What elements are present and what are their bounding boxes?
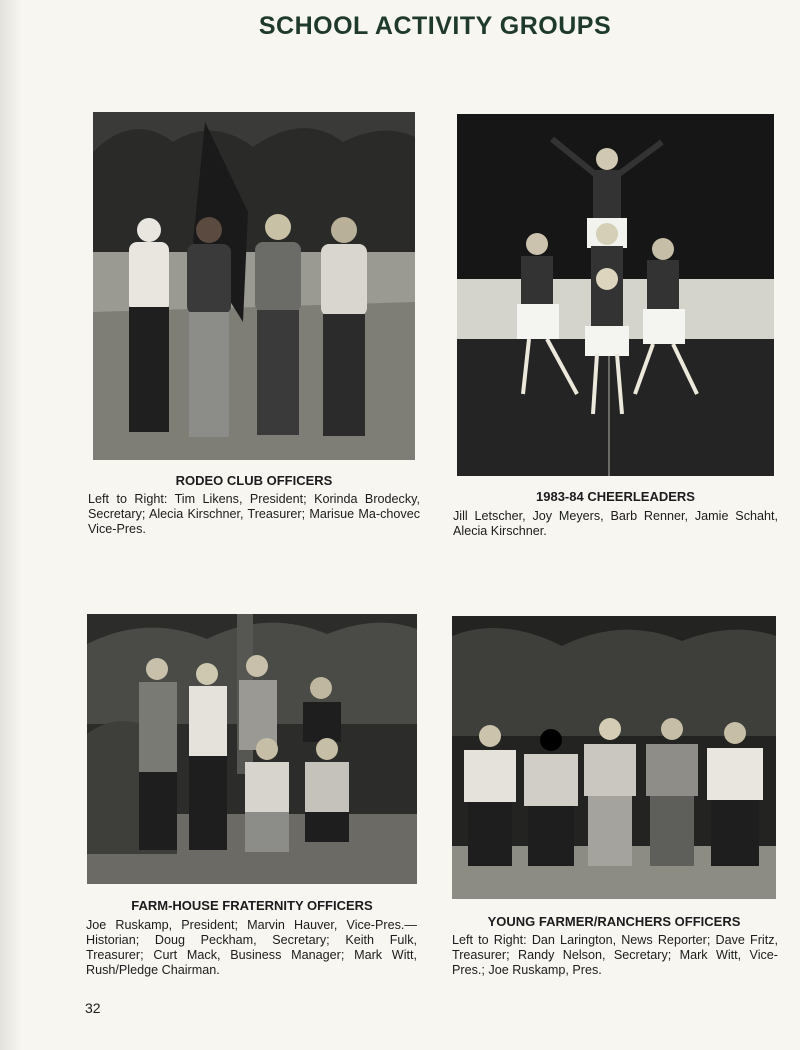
page-title: SCHOOL ACTIVITY GROUPS xyxy=(258,12,612,40)
rodeo-club-photo xyxy=(93,112,415,460)
page-binding-edge xyxy=(0,0,22,1050)
farm-house-fraternity-caption: Joe Ruskamp, President; Marvin Hauver, Vice-Pres.—Historian; Doug Peckham, Secretary; Keith Fulk, Treasurer; Curt Mack, Business Manager; Mark Witt, Rush/Pledge Chairman. xyxy=(86,918,417,977)
cheerleaders-title: 1983-84 CHEERLEADERS xyxy=(536,489,695,504)
young-farmer-ranchers-photo xyxy=(452,616,776,899)
cheerleaders-photo xyxy=(457,114,774,476)
rodeo-club-caption: Left to Right: Tim Likens, President; Korinda Brodecky, Secretary; Alecia Kirschner, Treasurer; Marisue Ma-chovec Vice-Pres. xyxy=(88,492,420,536)
young-farmer-ranchers-caption: Left to Right: Dan Larington, News Reporter; Dave Fritz, Treasurer; Randy Nelson, Secretary; Mark Witt, Vice-Pres.; Joe Ruskamp, Pres. xyxy=(452,933,778,977)
farm-house-fraternity-title: FARM-HOUSE FRATERNITY OFFICERS xyxy=(131,898,373,913)
rodeo-club-title: RODEO CLUB OFFICERS xyxy=(175,473,333,488)
young-farmer-ranchers-title: YOUNG FARMER/RANCHERS OFFICERS xyxy=(487,914,741,929)
farm-house-fraternity-photo xyxy=(87,614,417,884)
page-number: 32 xyxy=(85,1000,101,1016)
cheerleaders-caption: Jill Letscher, Joy Meyers, Barb Renner, Jamie Schaht, Alecia Kirschner. xyxy=(453,509,778,538)
